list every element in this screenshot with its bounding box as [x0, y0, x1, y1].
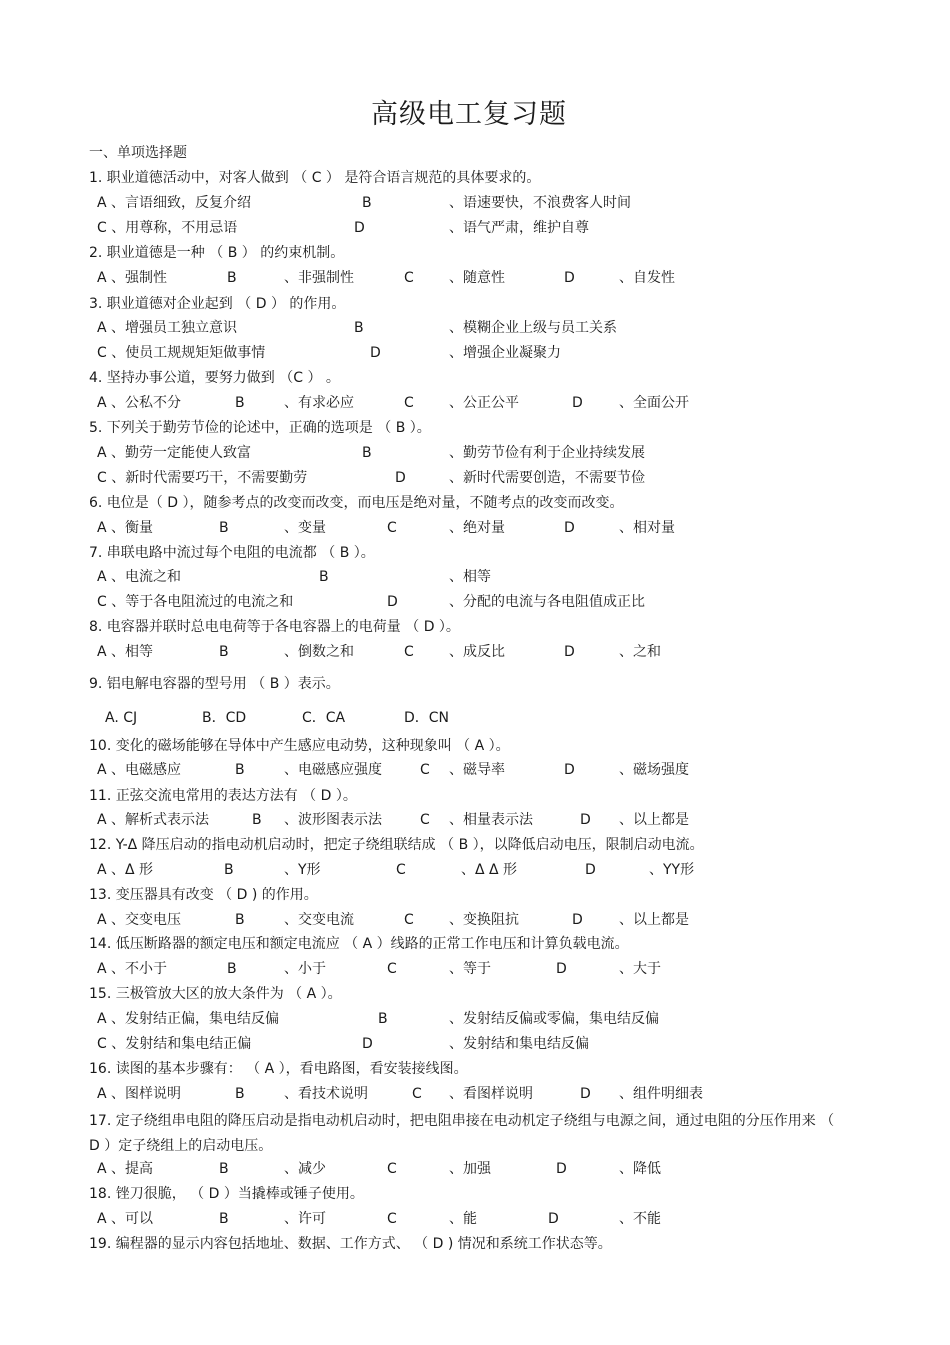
option-text: 、看图样说明 — [449, 1086, 533, 1102]
option-text: 、模糊企业上级与员工关系 — [449, 320, 617, 336]
option-text: D — [362, 1036, 373, 1052]
option-text: 、发射结和集电结反偏 — [449, 1036, 589, 1052]
option-text: C — [412, 1086, 422, 1102]
option-text: 、以上都是 — [619, 812, 689, 828]
option-text: 、倒数之和 — [284, 644, 354, 660]
option-text: 、相等 — [449, 569, 491, 585]
option-text: 、成反比 — [449, 644, 505, 660]
option-text: 、电磁感应强度 — [284, 762, 382, 778]
option-text: C 、等于各电阻流过的电流之和 — [97, 594, 294, 610]
question-text: 17. 定子绕组串电阻的降压启动是指电动机启动时，把电阻串接在电动机定子绕组与电源之间，通过电阻的分压作用来 （ D ）定子绕组上的启动电压。 — [89, 1113, 835, 1154]
option-text: 、语气严肃，维护自尊 — [449, 220, 589, 236]
option-text: 、语速要快，不浪费客人时间 — [449, 195, 631, 211]
option-text: C — [387, 1161, 397, 1177]
option-text: 、有求必应 — [284, 395, 354, 411]
option-text: A 、交变电压 — [97, 912, 182, 928]
option-text: D — [395, 470, 406, 486]
option-text: 、分配的电流与各电阻值成正比 — [449, 594, 645, 610]
option-text: A 、衡量 — [97, 520, 154, 536]
option-text: B — [235, 1086, 245, 1102]
option-text: 、降低 — [619, 1161, 661, 1177]
option-text: A 、增强员工独立意识 — [97, 320, 238, 336]
option-text: 、勤劳节俭有利于企业持续发展 — [449, 445, 645, 461]
option-text: 、磁场强度 — [619, 762, 689, 778]
option-text: 、公正公平 — [449, 395, 519, 411]
option-text: C 、新时代需要巧干，不需要勤劳 — [97, 470, 308, 486]
question-text: 12. Y-Δ 降压启动的指电动机启动时，把定子绕组联结成 （ B ），以降低启动电压，限制启动电流。 — [89, 837, 704, 853]
option-text: A 、发射结正偏，集电结反偏 — [97, 1011, 280, 1027]
option-text: C — [404, 395, 414, 411]
option-text: D — [556, 961, 567, 977]
option-text: 、等于 — [449, 961, 491, 977]
option-text: C — [420, 812, 430, 828]
option-text: B — [219, 1211, 229, 1227]
option-text: 、相量表示法 — [449, 812, 533, 828]
question-text: 8. 电容器并联时总电电荷等于各电容器上的电荷量 （ D ）。 — [89, 619, 460, 635]
option-text: D — [556, 1161, 567, 1177]
option-text: D — [564, 762, 575, 778]
option-text: B — [219, 644, 229, 660]
question-text: 1. 职业道德活动中，对客人做到 （ C ） 是符合语言规范的具体要求的。 — [89, 170, 541, 186]
option-text: 、YY形 — [649, 862, 695, 878]
option-text: B — [224, 862, 234, 878]
option-text: B — [252, 812, 262, 828]
option-text: 、绝对量 — [449, 520, 505, 536]
option-text: 、加强 — [449, 1161, 491, 1177]
option-text: B — [235, 762, 245, 778]
option-text: D — [572, 912, 583, 928]
option-text: B — [219, 520, 229, 536]
question-text: 3. 职业道德对企业起到 （ D ） 的作用。 — [89, 296, 346, 312]
option-text: 、Y形 — [284, 862, 321, 878]
question-text: 19. 编程器的显示内容包括地址、数据、工作方式、 （ D ) 情况和系统工作状态等。 — [89, 1236, 612, 1252]
option-text: 、大于 — [619, 961, 661, 977]
option-text: 、看技术说明 — [284, 1086, 368, 1102]
option-text: B — [227, 270, 237, 286]
option-text: B — [235, 395, 245, 411]
option-text: D — [572, 395, 583, 411]
question-text: 15. 三极管放大区的放大条件为 （ A ）。 — [89, 986, 342, 1002]
option-text: C 、使员工规规矩矩做事情 — [97, 345, 266, 361]
question-text: 4. 坚持办事公道，要努力做到 （C ） 。 — [89, 370, 340, 386]
option-text: A 、解析式表示法 — [97, 812, 210, 828]
option-text: 、新时代需要创造，不需要节俭 — [449, 470, 645, 486]
option-text: C．CA — [302, 710, 346, 726]
option-text: 、Δ Δ 形 — [461, 862, 518, 878]
option-text: 、组件明细表 — [619, 1086, 703, 1102]
option-text: C 、发射结和集电结正偏 — [97, 1036, 252, 1052]
option-text: B．CD — [202, 710, 247, 726]
question-text: 18. 锉刀很脆， （ D ）当撬棒或锤子使用。 — [89, 1186, 364, 1202]
question-text: 11. 正弦交流电常用的表达方法有 （ D ）。 — [89, 788, 357, 804]
option-text: 、变量 — [284, 520, 326, 536]
option-text: A 、电流之和 — [97, 569, 182, 585]
option-text: 、波形图表示法 — [284, 812, 382, 828]
option-text: 、相对量 — [619, 520, 675, 536]
question-text: 6. 电位是（ D ），随参考点的改变而改变，而电压是绝对量，不随考点的改变而改变。 — [89, 495, 624, 511]
option-text: B — [362, 445, 372, 461]
option-text: D — [585, 862, 596, 878]
option-text: A 、电磁感应 — [97, 762, 182, 778]
option-text: 、减少 — [284, 1161, 326, 1177]
option-text: D — [580, 1086, 591, 1102]
option-text: A 、图样说明 — [97, 1086, 182, 1102]
option-text: D — [564, 270, 575, 286]
option-text: A 、公私不分 — [97, 395, 182, 411]
question-text: 14. 低压断路器的额定电压和额定电流应 （ A ）线路的正常工作电压和计算负载电流。 — [89, 936, 629, 952]
option-text: A 、提高 — [97, 1161, 154, 1177]
question-text: 10. 变化的磁场能够在导体中产生感应电动势，这种现象叫 （ A ）。 — [89, 738, 510, 754]
option-text: A 、相等 — [97, 644, 154, 660]
option-text: 、非强制性 — [284, 270, 354, 286]
question-text: 5. 下列关于勤劳节俭的论述中，正确的选项是 （ B ）。 — [89, 420, 431, 436]
option-text: C — [387, 1211, 397, 1227]
option-text: 、许可 — [284, 1211, 326, 1227]
option-text: A 、强制性 — [97, 270, 168, 286]
option-text: D — [564, 644, 575, 660]
option-text: 、以上都是 — [619, 912, 689, 928]
question-text: 2. 职业道德是一种 （ B ） 的约束机制。 — [89, 245, 345, 261]
option-text: A. CJ — [105, 710, 138, 726]
option-text: C — [387, 961, 397, 977]
option-text: D — [564, 520, 575, 536]
question-text: 13. 变压器具有改变 （ D ) 的作用。 — [89, 887, 318, 903]
option-text: A 、勤劳一定能使人致富 — [97, 445, 252, 461]
section-heading: 一、单项选择题 — [89, 145, 187, 161]
option-text: 、发射结反偏或零偏，集电结反偏 — [449, 1011, 659, 1027]
option-text: 、交变电流 — [284, 912, 354, 928]
option-text: A 、可以 — [97, 1211, 154, 1227]
option-text: D — [354, 220, 365, 236]
option-text: 、随意性 — [449, 270, 505, 286]
option-text: 、小于 — [284, 961, 326, 977]
option-text: D — [370, 345, 381, 361]
option-text: D — [580, 812, 591, 828]
option-text: B — [362, 195, 372, 211]
option-text: C — [404, 270, 414, 286]
question-text: 7. 串联电路中流过每个电阻的电流都 （ B ）。 — [89, 545, 375, 561]
option-text: B — [235, 912, 245, 928]
option-text: 、全面公开 — [619, 395, 689, 411]
option-text: B — [227, 961, 237, 977]
option-text: A 、Δ 形 — [97, 862, 154, 878]
option-text: B — [319, 569, 329, 585]
question-text: 9. 铝电解电容器的型号用 （ B ）表示。 — [89, 676, 340, 692]
option-text: 、增强企业凝聚力 — [449, 345, 561, 361]
option-text: C — [404, 912, 414, 928]
option-text: C 、用尊称，不用忌语 — [97, 220, 238, 236]
option-text: 、自发性 — [619, 270, 675, 286]
option-text: A 、言语细致，反复介绍 — [97, 195, 252, 211]
option-text: C — [420, 762, 430, 778]
option-text: D — [548, 1211, 559, 1227]
option-text: 、不能 — [619, 1211, 661, 1227]
question-text: 16. 读图的基本步骤有： （ A ），看电路图，看安装接线图。 — [89, 1061, 468, 1077]
option-text: 、能 — [449, 1211, 477, 1227]
option-text: B — [354, 320, 364, 336]
option-text: B — [378, 1011, 388, 1027]
option-text: 、磁导率 — [449, 762, 505, 778]
option-text: B — [219, 1161, 229, 1177]
option-text: D．CN — [404, 710, 450, 726]
option-text: C — [396, 862, 406, 878]
option-text: C — [387, 520, 397, 536]
document-title: 高级电工复习题 — [371, 99, 567, 130]
option-text: 、变换阻抗 — [449, 912, 519, 928]
option-text: 、之和 — [619, 644, 661, 660]
option-text: A 、不小于 — [97, 961, 168, 977]
option-text: C — [404, 644, 414, 660]
option-text: D — [387, 594, 398, 610]
